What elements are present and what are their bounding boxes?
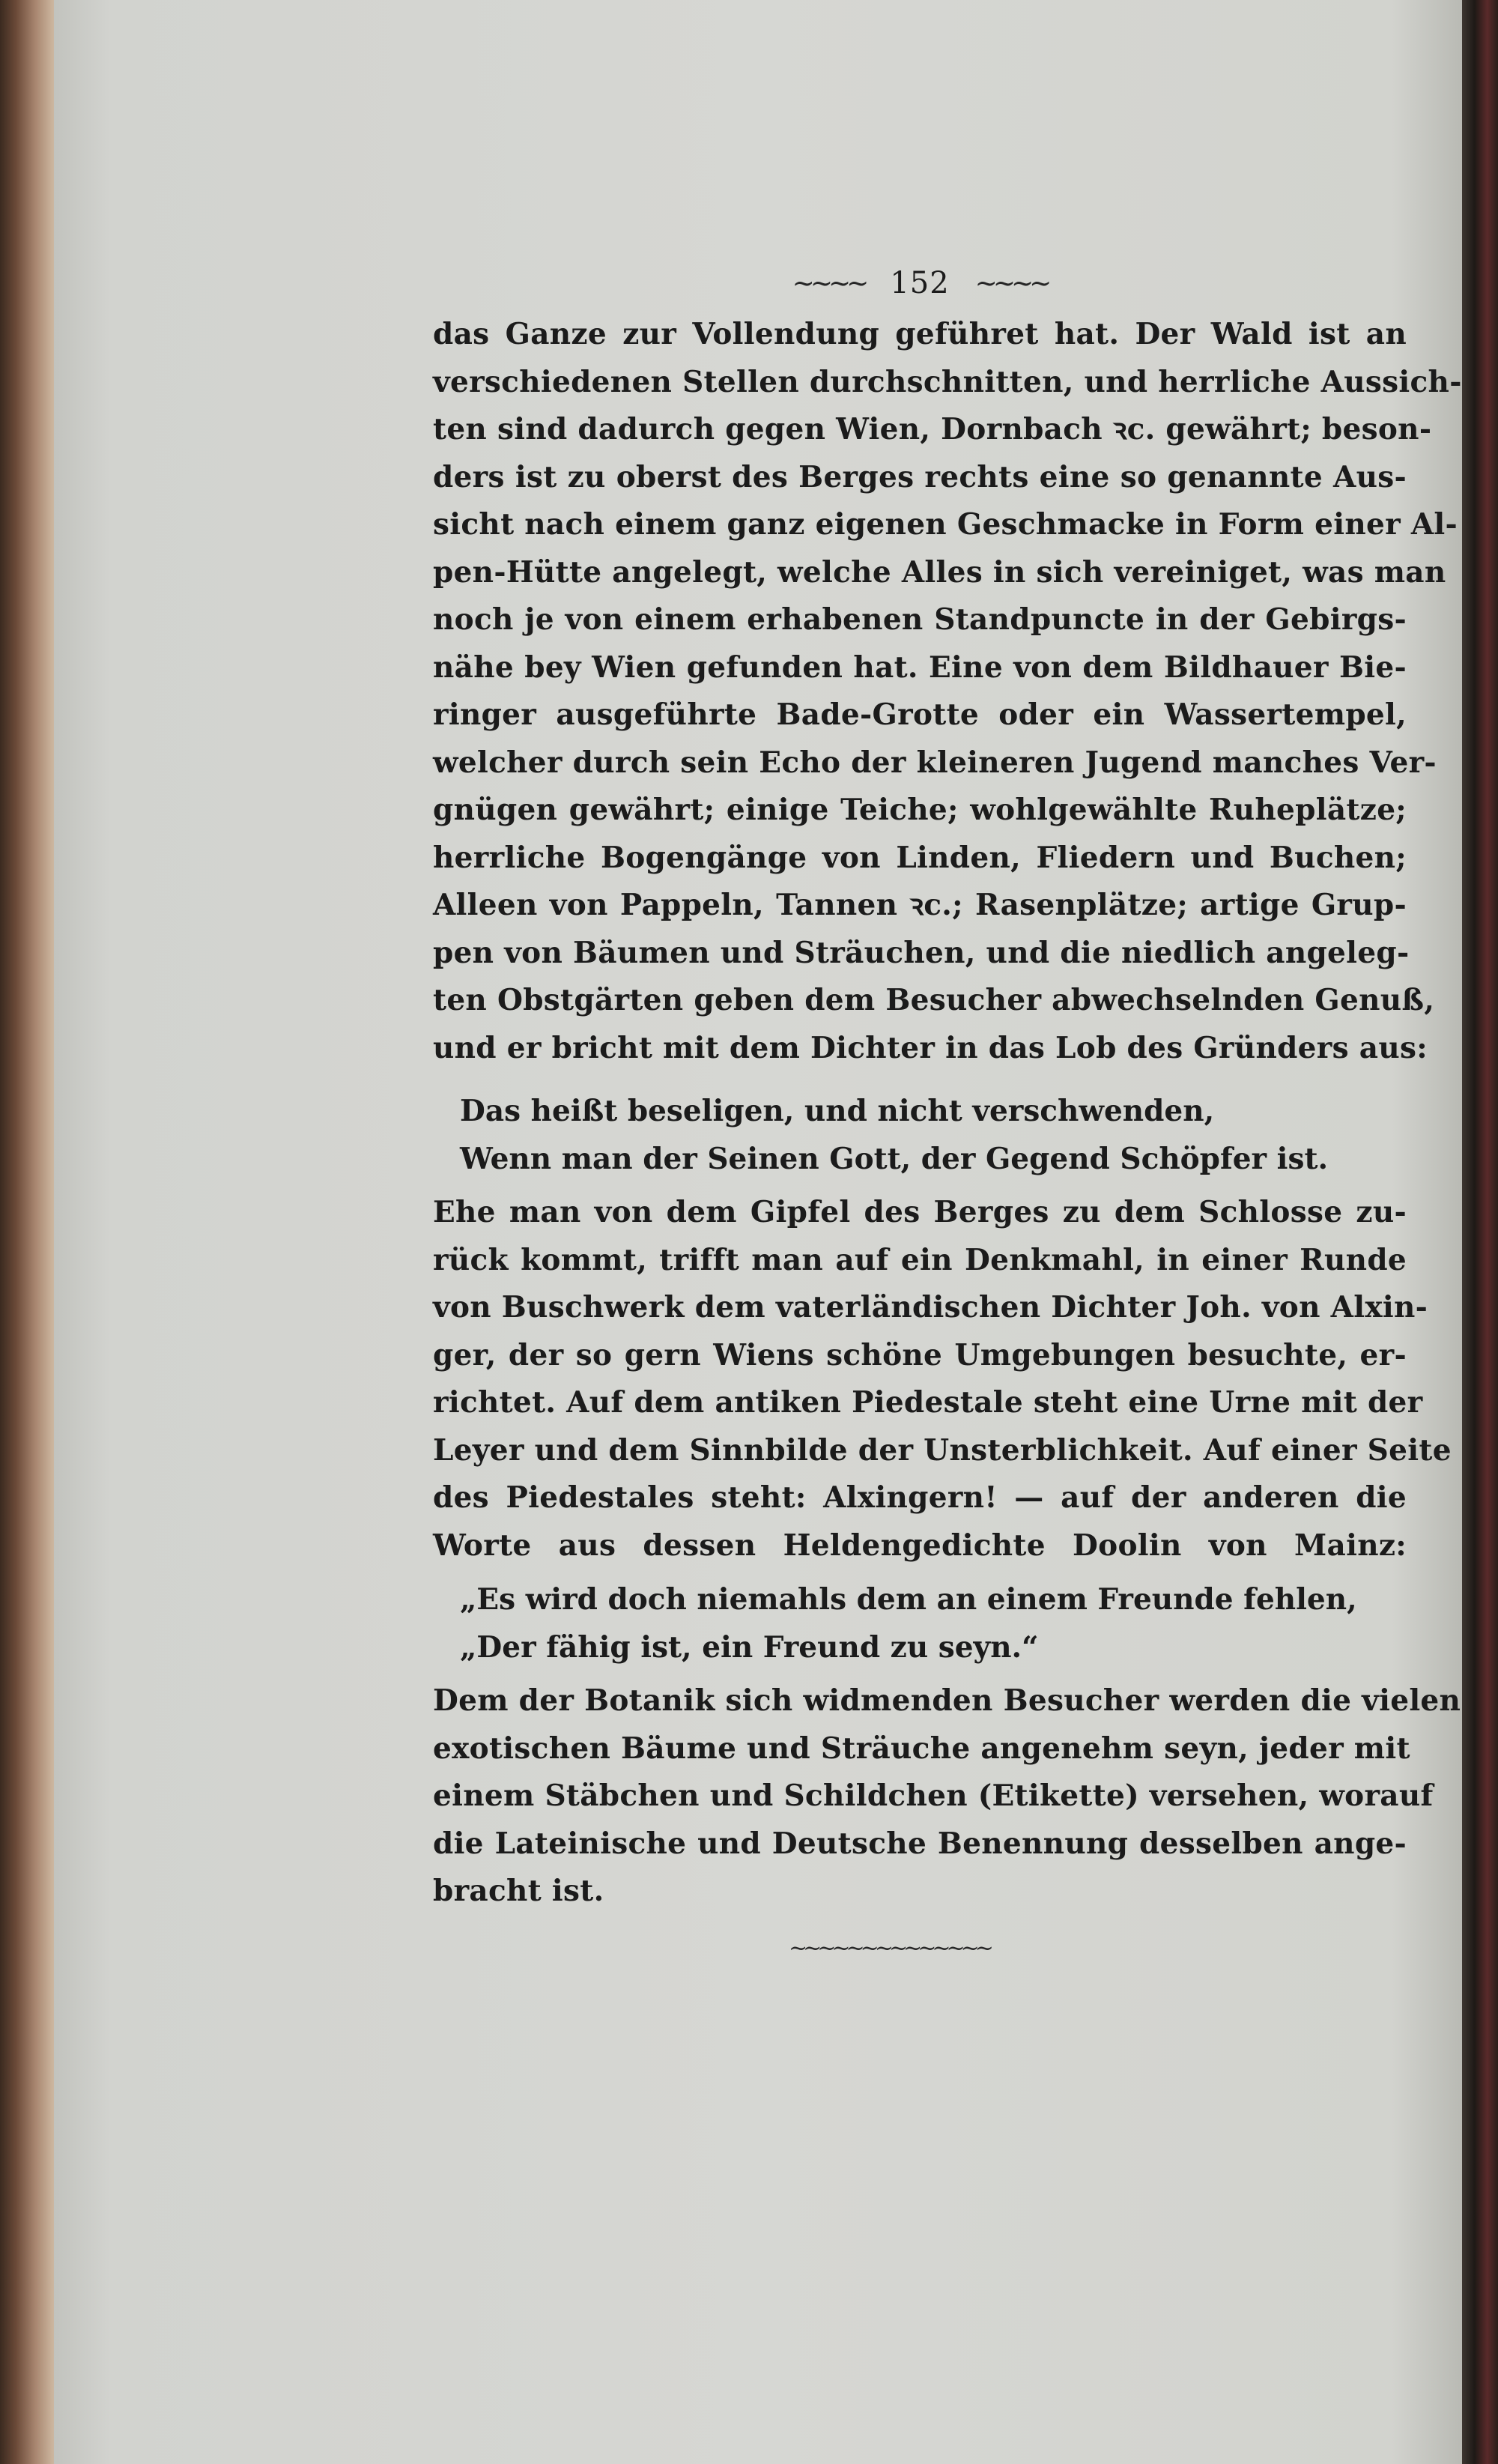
text-line: ders ist zu oberst des Berges rechts eine so genannte Aus- [433, 459, 1407, 494]
text-line: des Piedestales steht: Alxingern! — auf der anderen die [433, 1480, 1407, 1515]
text-line: Alleen von Pappeln, Tannen ꝛc.; Rasenplätze; artige Grup- [433, 888, 1407, 922]
text-line: noch je von einem erhabenen Standpuncte in der Gebirgs- [433, 602, 1407, 637]
verse-line: „Es wird doch niemahls dem an einem Freunde fehlen, [460, 1582, 1357, 1617]
spacer [433, 1072, 1407, 1087]
spacer [433, 1671, 1407, 1677]
text-line: sicht nach einem ganz eigenen Geschmacke in Form einer Al- [433, 507, 1458, 542]
paragraph-1 [433, 311, 1462, 1072]
text-line: nähe bey Wien gefunden hat. Eine von dem Bildhauer Bie- [433, 650, 1407, 685]
text-line: gnügen gewährt; einige Teiche; wohlgewählte Ruheplätze; [433, 793, 1407, 827]
paragraph-3 [433, 1677, 1461, 1916]
text-line: welcher durch sein Echo der kleineren Jugend manches Ver- [433, 745, 1437, 780]
page-header [433, 258, 1407, 308]
text-line: von Buschwerk dem vaterländischen Dichter Joh. von Alxin- [433, 1290, 1428, 1325]
text-line: Worte aus dessen Heldengedichte Doolin von Mainz: [433, 1528, 1407, 1563]
text-line: ten sind dadurch gegen Wien, Dornbach ꝛc. gewährt; beson- [433, 412, 1432, 447]
page-number: 152 [890, 266, 950, 300]
verse-line: Das heißt beseligen, und nicht verschwenden, [460, 1094, 1215, 1128]
end-ornament: ~~~~~~~~~~~~~~ [789, 1934, 989, 1961]
text-line: und er bricht mit dem Dichter in das Lob des Gründers aus: [433, 1030, 1428, 1065]
text-line: exotischen Bäume und Sträuche angenehm seyn, jeder mit [433, 1731, 1410, 1766]
text-line: einem Stäbchen und Schildchen (Etikette) versehen, worauf [433, 1779, 1434, 1813]
text-line: pen-Hütte angelegt, welche Alles in sich vereiniget, was man [433, 554, 1446, 590]
text-line: ten Obstgärten geben dem Besucher abwechselnden Genuß, [433, 983, 1435, 1017]
text-line: pen von Bäumen und Sträuchen, und die niedlich angeleg- [433, 935, 1410, 970]
text-line: verschiedenen Stellen durchschnitten, und herrliche Aussich- [433, 364, 1462, 399]
spacer [433, 1183, 1407, 1189]
text-line: ringer ausgeführte Bade-Grotte oder ein Wassertempel, [433, 697, 1407, 732]
text-line: richtet. Auf dem antiken Piedestale steht eine Urne mit der [433, 1385, 1423, 1420]
text-line: Leyer und dem Sinnbilde der Unsterblichkeit. Auf einer Seite [433, 1432, 1452, 1468]
verse-quote-2 [433, 1575, 1407, 1671]
text-line: die Lateinische und Deutsche Benennung desselben ange- [433, 1826, 1407, 1861]
paragraph-2 [433, 1189, 1452, 1569]
text-line: rück kommt, trifft man auf ein Denkmahl, in einer Runde [433, 1242, 1407, 1277]
text-line: bracht ist. [433, 1874, 604, 1908]
verse-line: „Der fähig ist, ein Freund zu seyn.“ [460, 1630, 1039, 1665]
text-line: herrliche Bogengänge von Linden, Fliedern und Buchen; [433, 840, 1407, 875]
text-line: Ehe man von dem Gipfel des Berges zu dem Schlosse zu- [433, 1195, 1407, 1229]
verse-quote-1 [433, 1087, 1407, 1183]
spacer [433, 1569, 1407, 1575]
text-line: das Ganze zur Vollendung geführet hat. Der Wald ist an [433, 317, 1407, 351]
right-header-ornament: ~~~~ [974, 267, 1048, 299]
verse-line: Wenn man der Seinen Gott, der Gegend Schöpfer ist. [460, 1142, 1329, 1176]
text-line: ger, der so gern Wiens schöne Umgebungen besuchte, er- [433, 1337, 1407, 1372]
right-book-edge [1462, 0, 1498, 2464]
page-text-block [433, 258, 1462, 1961]
text-line: Dem der Botanik sich widmenden Besucher werden die vielen [433, 1683, 1461, 1718]
left-header-ornament: ~~~~ [792, 267, 865, 299]
